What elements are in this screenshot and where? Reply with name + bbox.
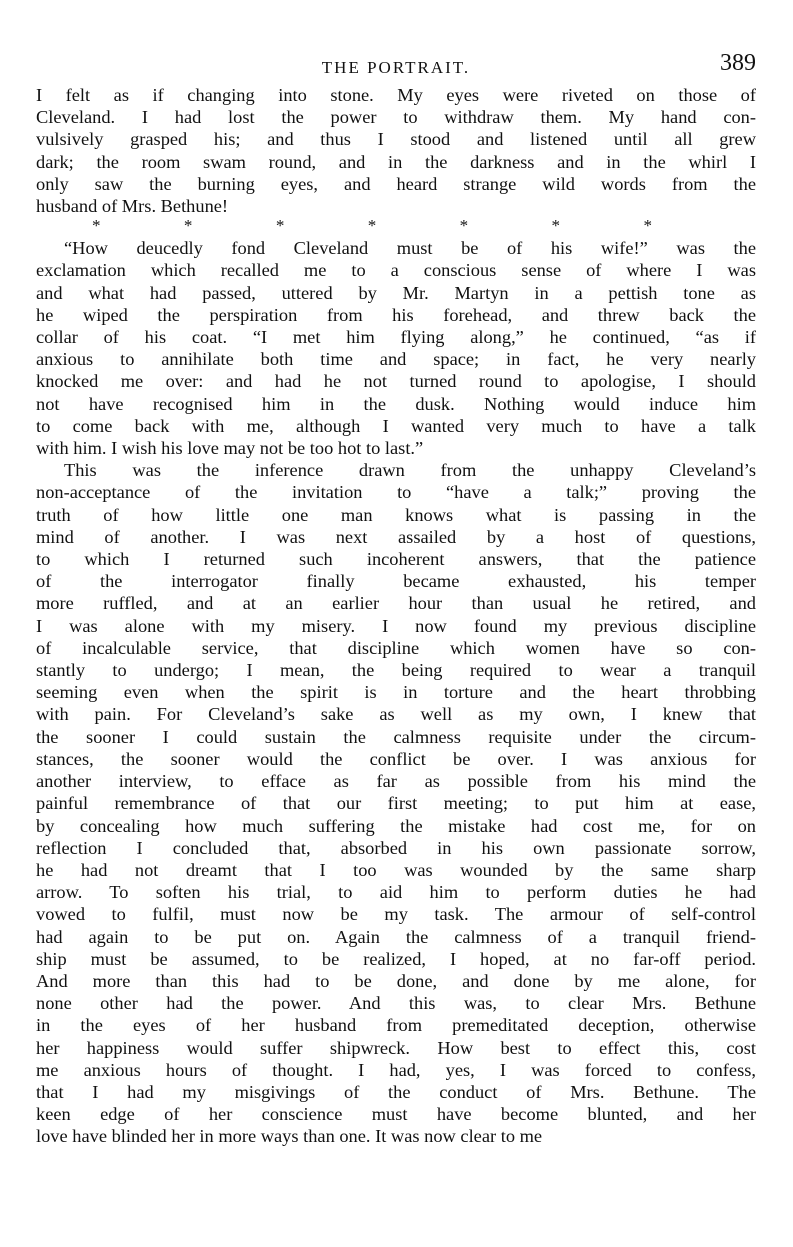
text-line: to come back with me, although I wanted very much to have a talk bbox=[36, 415, 756, 436]
star: * bbox=[275, 216, 285, 236]
text-line: of incalculable service, that discipline which women have so con- bbox=[36, 637, 756, 658]
page-number: 389 bbox=[720, 50, 756, 76]
star: * bbox=[459, 216, 469, 236]
text-line: me anxious hours of thought. I had, yes, I was forced to confess, bbox=[36, 1059, 756, 1080]
text-line: arrow. To soften his trial, to aid him to perform duties he had bbox=[36, 882, 756, 903]
text-line: he wiped the perspiration from his forehead, and threw back the bbox=[36, 304, 756, 325]
text-line: with him. I wish his love may not be too hot to last.” bbox=[36, 438, 424, 459]
text-line: I felt as if changing into stone. My eyes were riveted on those of bbox=[36, 85, 756, 105]
text-line: I was alone with my misery. I now found my previous discipline bbox=[36, 615, 756, 636]
text-line: love have blinded her in more ways than one. It was now clear to me bbox=[36, 1126, 543, 1147]
text-line: only saw the burning eyes, and heard strange wild words from the bbox=[36, 173, 756, 194]
text-line: by concealing how much suffering the mistake had cost me, for on bbox=[36, 815, 756, 836]
section-break-stars bbox=[92, 217, 652, 235]
text-line: her happiness would suffer shipwreck. How best to effect this, cost bbox=[36, 1037, 756, 1058]
text-line: he had not dreamt that I too was wounded by the same sharp bbox=[36, 859, 756, 880]
text-line: mind of another. I was next assailed by a host of questions, bbox=[36, 526, 756, 547]
text-line: reflection I concluded that, absorbed in his own passionate sorrow, bbox=[36, 837, 756, 858]
text-line: “How deucedly fond Cleveland must be of his wife!” was the bbox=[64, 238, 756, 259]
paragraph-2 bbox=[36, 237, 756, 459]
star: * bbox=[92, 216, 101, 236]
text-line: knocked me over: and had he not turned round to apologise, I should bbox=[36, 371, 756, 392]
text-line: had again to be put on. Again the calmness of a tranquil friend- bbox=[36, 926, 756, 947]
text-line: This was the inference drawn from the unhappy Cleveland’s bbox=[64, 460, 756, 481]
star: * bbox=[183, 216, 193, 236]
text-line: ship must be assumed, to be realized, I hoped, at no far-off period. bbox=[36, 948, 756, 969]
star: * bbox=[551, 216, 561, 236]
text-line: Cleveland. I had lost the power to withdraw them. My hand con- bbox=[36, 107, 756, 128]
text-line: vowed to fulfil, must now be my task. The armour of self-control bbox=[36, 904, 756, 925]
text-line: none other had the power. And this was, to clear Mrs. Bethune bbox=[36, 993, 756, 1014]
text-line: keen edge of her conscience must have become blunted, and her bbox=[36, 1104, 756, 1125]
paragraph-1 bbox=[36, 84, 756, 217]
text-line: to which I returned such incoherent answers, that the patience bbox=[36, 549, 756, 570]
page-header bbox=[36, 50, 756, 84]
star: * bbox=[367, 216, 377, 236]
star: * bbox=[643, 216, 652, 236]
text-line: the sooner I could sustain the calmness requisite under the circum- bbox=[36, 726, 756, 747]
paragraph-3 bbox=[36, 459, 756, 1147]
text-line: husband of Mrs. Bethune! bbox=[36, 196, 229, 217]
text-line: painful remembrance of that our first meeting; to put him at ease, bbox=[36, 793, 756, 814]
text-line: not have recognised him in the dusk. Nothing would induce him bbox=[36, 393, 756, 414]
text-line: of the interrogator finally became exhausted, his temper bbox=[36, 571, 756, 592]
text-line: And more than this had to be done, and done by me alone, for bbox=[36, 970, 756, 991]
text-line: non-acceptance of the invitation to “have a talk;” proving the bbox=[36, 482, 756, 503]
text-line: collar of his coat. “I met him flying along,” he continued, “as if bbox=[36, 327, 756, 348]
running-title: THE PORTRAIT. bbox=[321, 58, 471, 77]
text-line: anxious to annihilate both time and space; in fact, he very nearly bbox=[36, 349, 756, 370]
text-line: seeming even when the spirit is in torture and the heart throbbing bbox=[36, 682, 756, 703]
text-line: vulsively grasped his; and thus I stood and listened until all grew bbox=[36, 129, 756, 150]
text-line: stantly to undergo; I mean, the being required to wear a tranquil bbox=[36, 660, 756, 681]
text-line: another interview, to efface as far as possible from his mind the bbox=[36, 771, 756, 792]
text-line: stances, the sooner would the conflict be over. I was anxious for bbox=[36, 748, 756, 769]
text-line: in the eyes of her husband from premeditated deception, otherwise bbox=[36, 1015, 756, 1036]
text-line: exclamation which recalled me to a conscious sense of where I was bbox=[36, 260, 756, 281]
text-line: that I had my misgivings of the conduct of Mrs. Bethune. The bbox=[36, 1081, 756, 1102]
text-line: and what had passed, uttered by Mr. Martyn in a pettish tone as bbox=[36, 282, 756, 303]
text-line: more ruffled, and at an earlier hour than usual he retired, and bbox=[36, 593, 756, 614]
text-line: dark; the room swam round, and in the darkness and in the whirl I bbox=[36, 151, 756, 172]
text-line: truth of how little one man knows what is passing in the bbox=[36, 504, 756, 525]
book-page bbox=[36, 50, 756, 1148]
text-line: with pain. For Cleveland’s sake as well as my own, I knew that bbox=[36, 704, 756, 725]
